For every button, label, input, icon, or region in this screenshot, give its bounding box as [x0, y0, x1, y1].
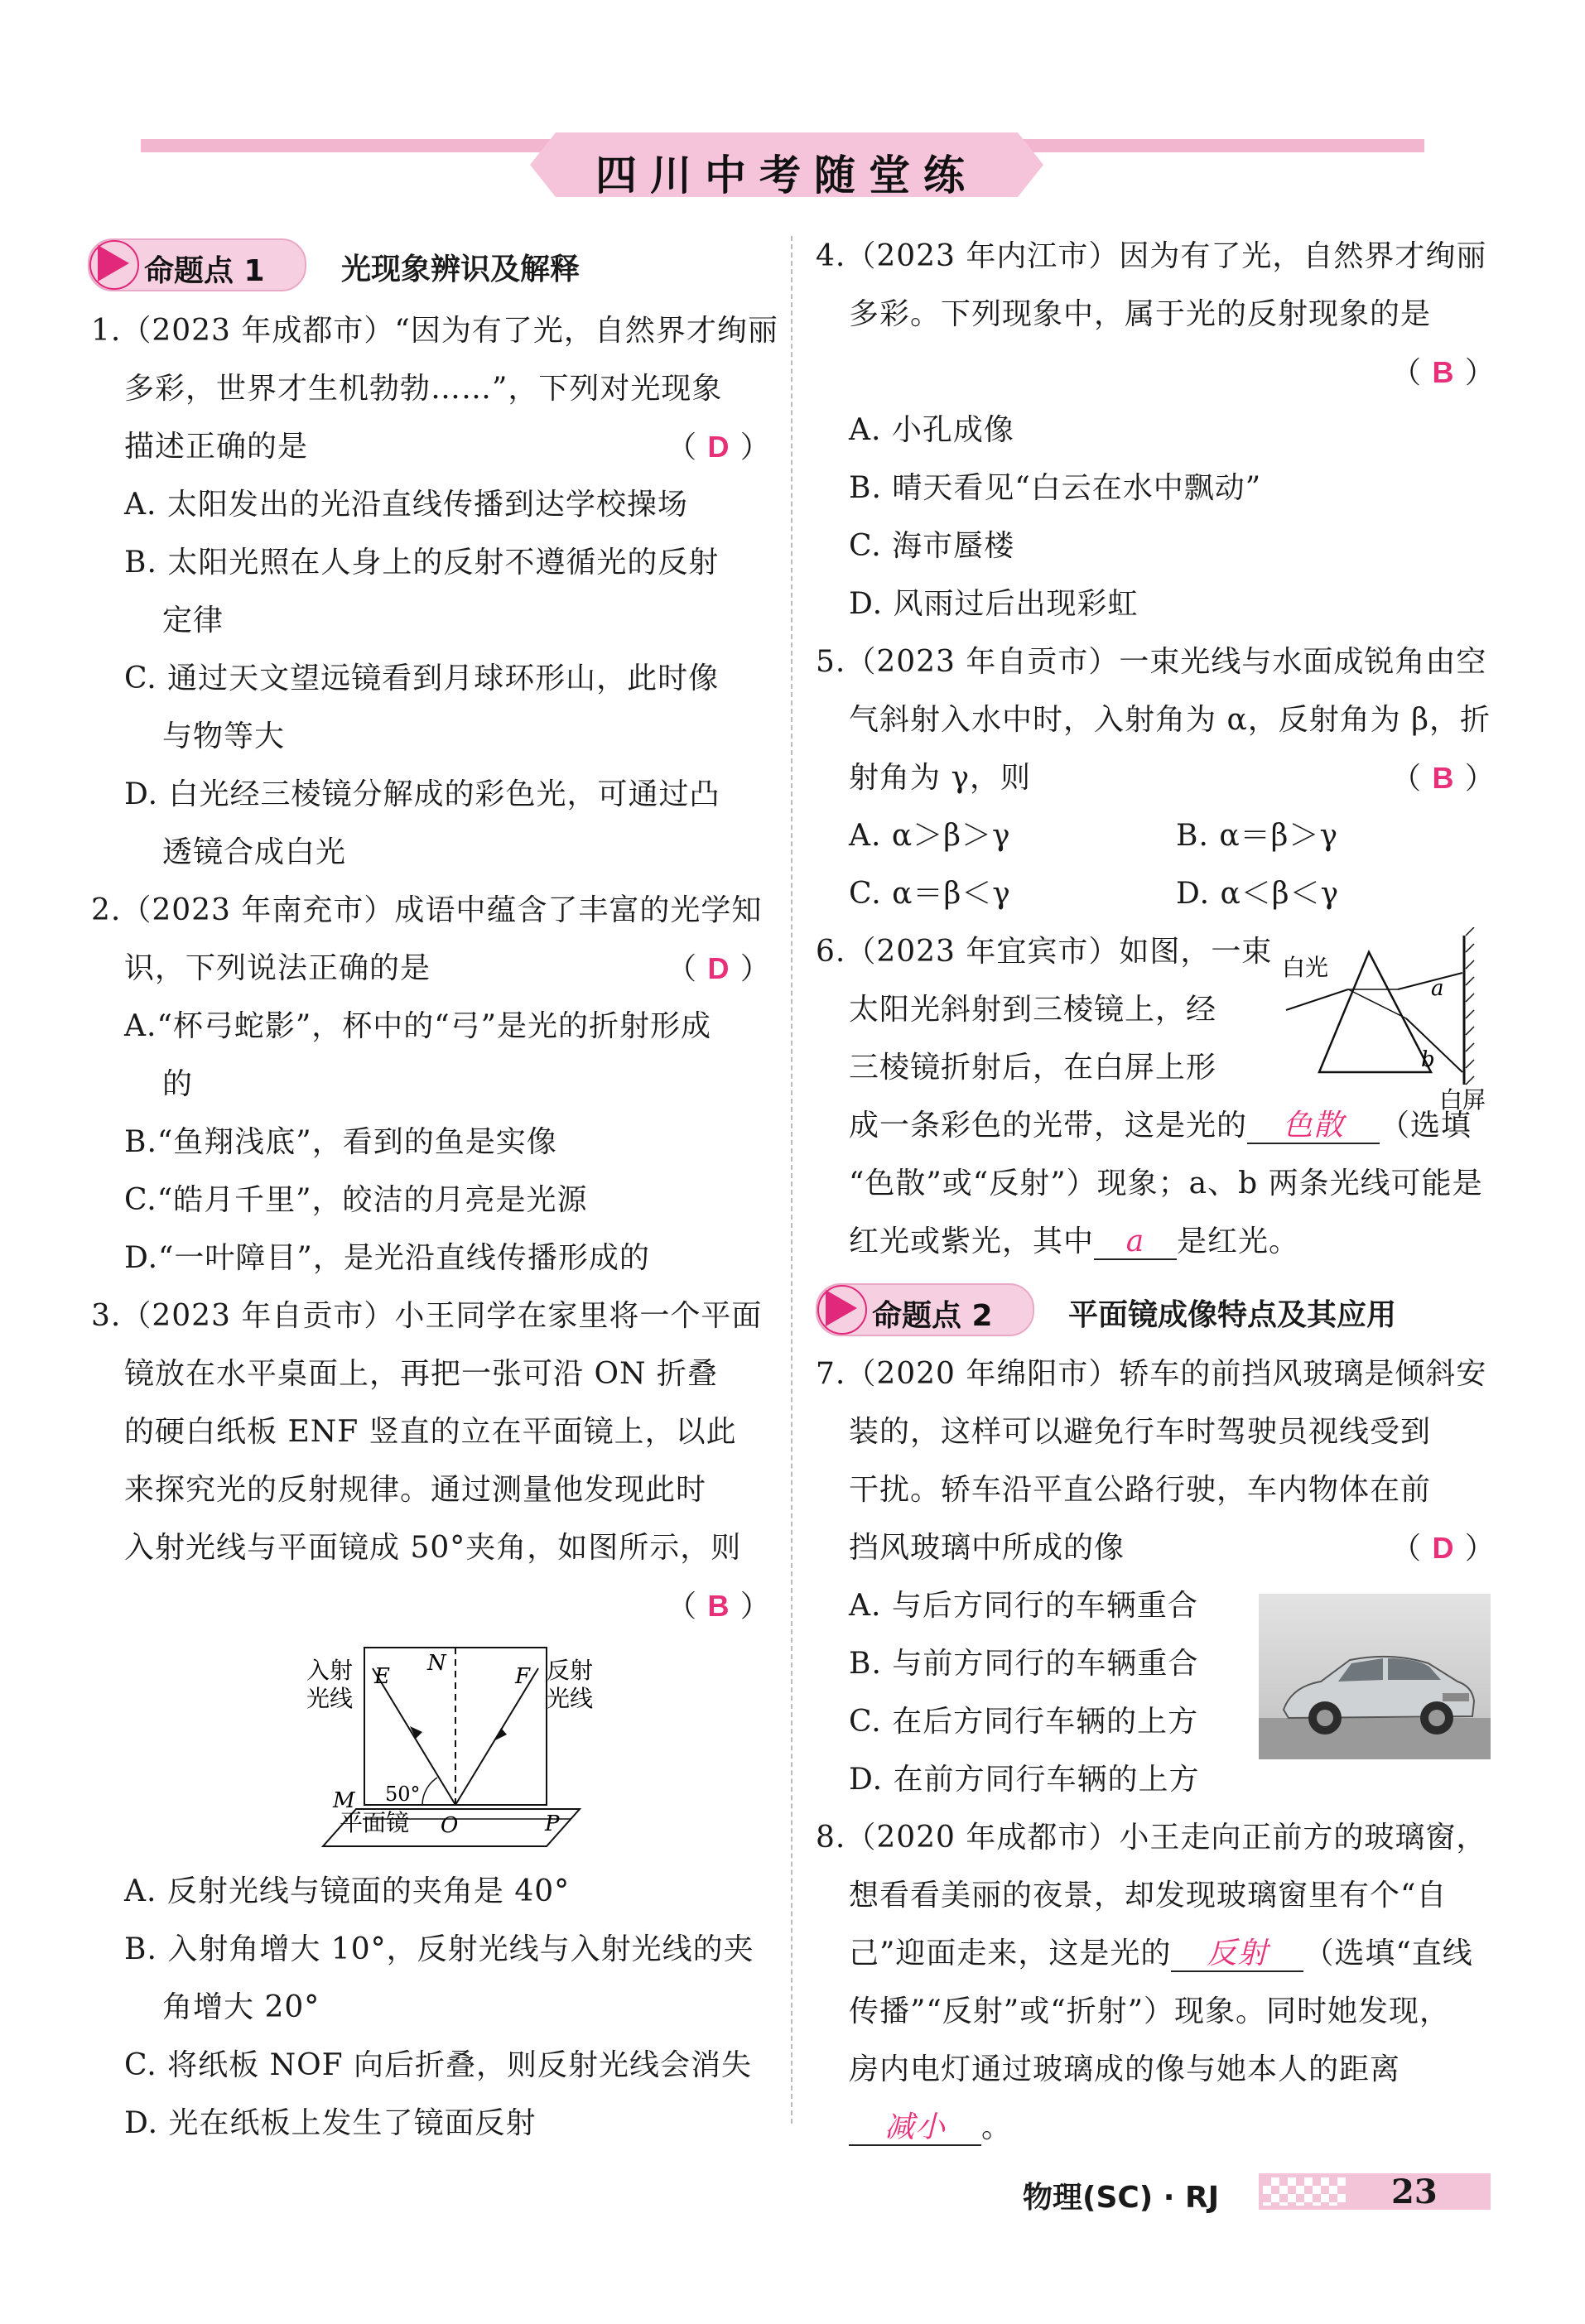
- badge-label: 命题点 2: [872, 1299, 993, 1333]
- q2-option-d: D.“一叶障目”，是光沿直线传播形成的: [124, 1241, 650, 1275]
- q6-line: 三棱镜折射后，在白屏上形: [849, 1051, 1217, 1085]
- q1-option-c: C. 通过天文望远镜看到月球环形山，此时像: [124, 662, 720, 695]
- q3-line: 来探究光的反射规律。通过测量他发现此时: [124, 1473, 707, 1507]
- page-title: 四川中考随堂练: [595, 152, 978, 200]
- answer-letter: D: [1432, 1531, 1455, 1565]
- q6-text: 是红光。: [1177, 1225, 1300, 1258]
- q2-option-a: A.“杯弓蛇影”，杯中的“弓”是光的折射形成: [124, 1009, 712, 1043]
- q3-line: 入射光线与平面镜成 50°夹角，如图所示，则: [124, 1531, 742, 1565]
- q3-line: 3.（2023 年自贡市）小王同学在家里将一个平面: [91, 1299, 763, 1333]
- prism-figure: [1282, 927, 1506, 1114]
- footer-checker: [1263, 2177, 1346, 2206]
- fig-label-incident-2: 光线: [306, 1685, 354, 1712]
- q4-option-a: A. 小孔成像: [849, 413, 1014, 447]
- q8-line: 8.（2020 年成都市）小王走向正前方的玻璃窗，: [816, 1821, 1487, 1855]
- car-photo: [1259, 1594, 1491, 1759]
- answer-letter: B: [1432, 761, 1455, 795]
- fig-label-p: P: [545, 1812, 560, 1836]
- q2-option-a-cont: 的: [162, 1067, 194, 1101]
- q4-option-c: C. 海市蜃楼: [849, 529, 1015, 563]
- q1-option-c-cont: 与物等大: [162, 719, 286, 753]
- q2-option-b: B.“鱼翔浅底”，看到的鱼是实像: [124, 1125, 557, 1159]
- q8-line-6: [849, 2111, 1012, 2146]
- fig-label-e: E: [374, 1664, 390, 1689]
- q5-option-a: A. α＞β＞γ: [849, 819, 1011, 853]
- reflection-figure: [298, 1635, 596, 1850]
- q2-answer: （ D ）: [667, 951, 771, 986]
- q8-line: 想看看美丽的夜景，却发现玻璃窗里有个“自: [849, 1879, 1448, 1913]
- q8-text: （选填“直线: [1303, 1937, 1473, 1970]
- q3-option-b: B. 入射角增大 10°，反射光线与入射光线的夹: [124, 1932, 754, 1966]
- q1-option-b-cont: 定律: [162, 604, 224, 638]
- q5-line: 5.（2023 年自贡市）一束光线与水面成锐角由空: [816, 645, 1487, 679]
- q7-line: 7.（2020 年绵阳市）轿车的前挡风玻璃是倾斜安: [816, 1357, 1487, 1391]
- q3-option-a: A. 反射光线与镜面的夹角是 40°: [124, 1874, 571, 1908]
- fig-label-m: M: [333, 1788, 355, 1813]
- q7-answer: （ D ）: [1391, 1531, 1496, 1566]
- badge-label: 命题点 1: [144, 254, 265, 288]
- q5-answer: （ B ）: [1391, 761, 1496, 796]
- q2-line: 2.（2023 年南充市）成语中蕴含了丰富的光学知: [91, 893, 763, 927]
- fig-label-n: N: [427, 1651, 446, 1676]
- q1-answer: （ D ）: [667, 430, 771, 464]
- topic-title-1: 光现象辨识及解释: [341, 253, 581, 286]
- fig-label-o: O: [441, 1813, 459, 1838]
- q2-line: 识，下列说法正确的是: [124, 951, 431, 985]
- q8-blank-1: 反射: [1171, 1937, 1303, 1972]
- q1-option-d-cont: 透镜合成白光: [162, 835, 347, 869]
- q6-line-6: [849, 1225, 1299, 1260]
- q6-blank-1: 色散: [1247, 1109, 1380, 1144]
- fig-label-angle: 50°: [385, 1783, 421, 1806]
- q5-option-d: D. α＜β＜γ: [1176, 877, 1340, 911]
- q5-line: 射角为 γ，则: [849, 761, 1031, 795]
- topic-badge-1: [88, 238, 306, 291]
- q7-line: 挡风玻璃中所成的像: [849, 1531, 1125, 1565]
- q7-line: 装的，这样可以避免行车时驾驶员视线受到: [849, 1415, 1432, 1449]
- answer-letter: B: [707, 1589, 730, 1623]
- topic-title-2: 平面镜成像特点及其应用: [1068, 1298, 1397, 1332]
- q1-option-d: D. 白光经三棱镜分解成的彩色光，可通过凸: [124, 777, 720, 811]
- fig-label-a: a: [1431, 976, 1444, 1001]
- q4-line: 4.（2023 年内江市）因为有了光，自然界才绚丽: [816, 239, 1487, 273]
- q7-option-c: C. 在后方同行车辆的上方: [849, 1705, 1199, 1739]
- q4-answer: （ B ）: [1391, 355, 1496, 390]
- q6-text: （选填: [1380, 1109, 1472, 1143]
- q8-text: 己”迎面走来，这是光的: [849, 1937, 1172, 1970]
- q3-option-b-cont: 角增大 20°: [162, 1990, 320, 2024]
- q6-line: 太阳光斜射到三棱镜上，经: [849, 993, 1217, 1027]
- q6-line-5: “色散”或“反射”）现象；a、b 两条光线可能是: [849, 1167, 1483, 1200]
- topic-badge-2: [816, 1283, 1034, 1336]
- q1-line: 描述正确的是: [124, 430, 309, 464]
- q1-option-a: A. 太阳发出的光沿直线传播到达学校操场: [124, 488, 688, 522]
- answer-letter: D: [707, 951, 730, 985]
- fig-label-reflect-2: 光线: [547, 1685, 594, 1712]
- fig-label-reflect-1: 反射: [547, 1657, 594, 1684]
- fig-label-f: F: [515, 1664, 531, 1689]
- q6-blank-2: a: [1094, 1225, 1177, 1260]
- footer-subject: 物理(SC) · RJ: [1023, 2181, 1220, 2215]
- q6-text: 红光或紫光，其中: [849, 1225, 1095, 1258]
- q8-text: 。: [981, 2110, 1013, 2144]
- fig-label-incident-1: 入射: [306, 1657, 354, 1684]
- q7-line: 干扰。轿车沿平直公路行驶，车内物体在前: [849, 1473, 1432, 1507]
- q6-line-4: [849, 1109, 1472, 1144]
- q8-line-3: [849, 1937, 1473, 1972]
- q8-line-4: 传播”“反射”或“折射”）现象。同时她发现，: [849, 1994, 1451, 2028]
- q8-line-5: 房内电灯通过玻璃成的像与她本人的距离: [849, 2052, 1401, 2086]
- q4-option-d: D. 风雨过后出现彩虹: [849, 587, 1139, 621]
- play-icon: [826, 1290, 857, 1326]
- q4-option-b: B. 晴天看见“白云在水中飘动”: [849, 471, 1262, 505]
- q1-line: 1.（2023 年成都市）“因为有了光，自然界才绚丽: [91, 314, 778, 348]
- q2-option-c: C.“皓月千里”，皎洁的月亮是光源: [124, 1183, 588, 1217]
- q5-option-c: C. α＝β＜γ: [849, 877, 1011, 911]
- answer-letter: B: [1432, 355, 1455, 389]
- q3-option-d: D. 光在纸板上发生了镜面反射: [124, 2106, 537, 2140]
- fig-label-screen: 白屏: [1439, 1086, 1486, 1114]
- q1-option-b: B. 太阳光照在人身上的反射不遵循光的反射: [124, 546, 720, 580]
- q8-blank-2: 减小: [849, 2111, 981, 2146]
- q7-option-d: D. 在前方同行车辆的上方: [849, 1763, 1200, 1797]
- fig-label-mirror: 平面镜: [340, 1809, 410, 1836]
- q3-option-c: C. 将纸板 NOF 向后折叠，则反射光线会消失: [124, 2048, 753, 2082]
- answer-letter: D: [707, 430, 730, 464]
- q4-line: 多彩。下列现象中，属于光的反射现象的是: [849, 297, 1432, 331]
- q6-text: 成一条彩色的光带，这是光的: [849, 1109, 1248, 1143]
- q5-option-b: B. α＝β＞γ: [1176, 819, 1338, 853]
- q7-option-b: B. 与前方同行的车辆重合: [849, 1647, 1199, 1681]
- q3-line: 的硬白纸板 ENF 竖直的立在平面镜上，以此: [124, 1415, 737, 1449]
- q6-line: 6.（2023 年宜宾市）如图，一束: [816, 935, 1273, 969]
- column-divider: [791, 236, 792, 2124]
- play-icon: [98, 245, 129, 281]
- q5-line: 气斜射入水中时，入射角为 α，反射角为 β，折: [849, 703, 1491, 737]
- q1-line: 多彩，世界才生机勃勃……”，下列对光现象: [124, 372, 723, 406]
- fig-label-white-light: 白光: [1282, 954, 1329, 981]
- q3-answer: （ B ）: [667, 1589, 771, 1624]
- q3-line: 镜放在水平桌面上，再把一张可沿 ON 折叠: [124, 1357, 718, 1391]
- fig-label-b: b: [1421, 1047, 1435, 1072]
- page-number: 23: [1391, 2172, 1438, 2211]
- q7-option-a: A. 与后方同行的车辆重合: [849, 1589, 1198, 1623]
